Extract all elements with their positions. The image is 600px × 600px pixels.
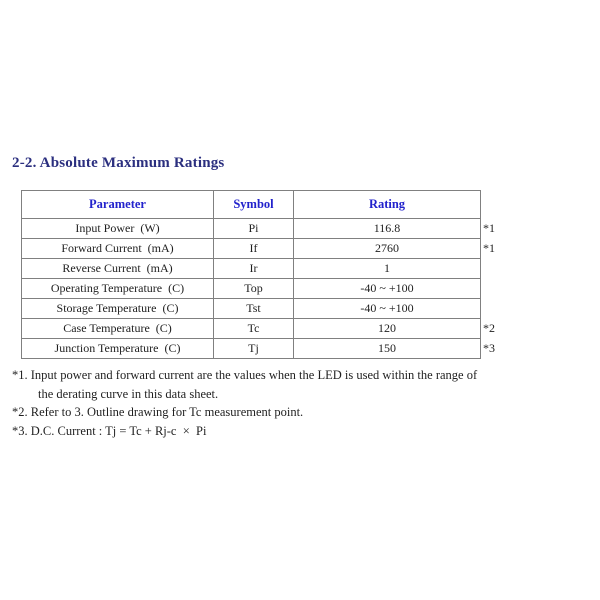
rating-cell: 120 (294, 319, 481, 339)
symbol-cell: Tst (214, 299, 294, 319)
symbol-cell: Tj (214, 339, 294, 359)
rating-cell: 150 (294, 339, 481, 359)
table-row (22, 259, 481, 279)
parameter-cell: Storage Temperature (C) (22, 299, 214, 319)
rating-cell: 116.8 (294, 219, 481, 239)
column-header-rating: Rating (294, 191, 481, 219)
row-note: *3 (483, 341, 495, 355)
symbol-cell: Top (214, 279, 294, 299)
footnote-line: *1. Input power and forward current are the values when the LED is used within the range of (12, 368, 478, 382)
absolute-maximum-ratings-table (21, 190, 481, 359)
parameter-cell: Operating Temperature (C) (22, 279, 214, 299)
table-row (22, 319, 481, 339)
footnotes (12, 366, 552, 440)
column-header-symbol: Symbol (214, 191, 294, 219)
table-row (22, 239, 481, 259)
table-row (22, 219, 481, 239)
rating-cell: -40 ~ +100 (294, 279, 481, 299)
symbol-cell: Pi (214, 219, 294, 239)
rating-cell: -40 ~ +100 (294, 299, 481, 319)
row-note: *1 (483, 221, 495, 235)
footnote-line: *2. Refer to 3. Outline drawing for Tc measurement point. (12, 405, 304, 419)
table-row (22, 279, 481, 299)
symbol-cell: If (214, 239, 294, 259)
rating-cell: 1 (294, 259, 481, 279)
table-row (22, 339, 481, 359)
table-row (22, 299, 481, 319)
symbol-cell: Ir (214, 259, 294, 279)
symbol-cell: Tc (214, 319, 294, 339)
footnote-line: the derating curve in this data sheet. (38, 386, 219, 401)
page-title: 2-2. Absolute Maximum Ratings (12, 155, 225, 171)
parameter-cell: Input Power (W) (22, 219, 214, 239)
table-header-row (22, 191, 481, 219)
parameter-cell: Reverse Current (mA) (22, 259, 214, 279)
parameter-cell: Forward Current (mA) (22, 239, 214, 259)
row-note: *2 (483, 321, 495, 335)
parameter-cell: Case Temperature (C) (22, 319, 214, 339)
column-header-parameter: Parameter (22, 191, 214, 219)
rating-cell: 2760 (294, 239, 481, 259)
parameter-cell: Junction Temperature (C) (22, 339, 214, 359)
footnote-line: *3. D.C. Current : Tj = Tc + Rj-c × Pi (12, 423, 207, 438)
row-note: *1 (483, 241, 495, 255)
